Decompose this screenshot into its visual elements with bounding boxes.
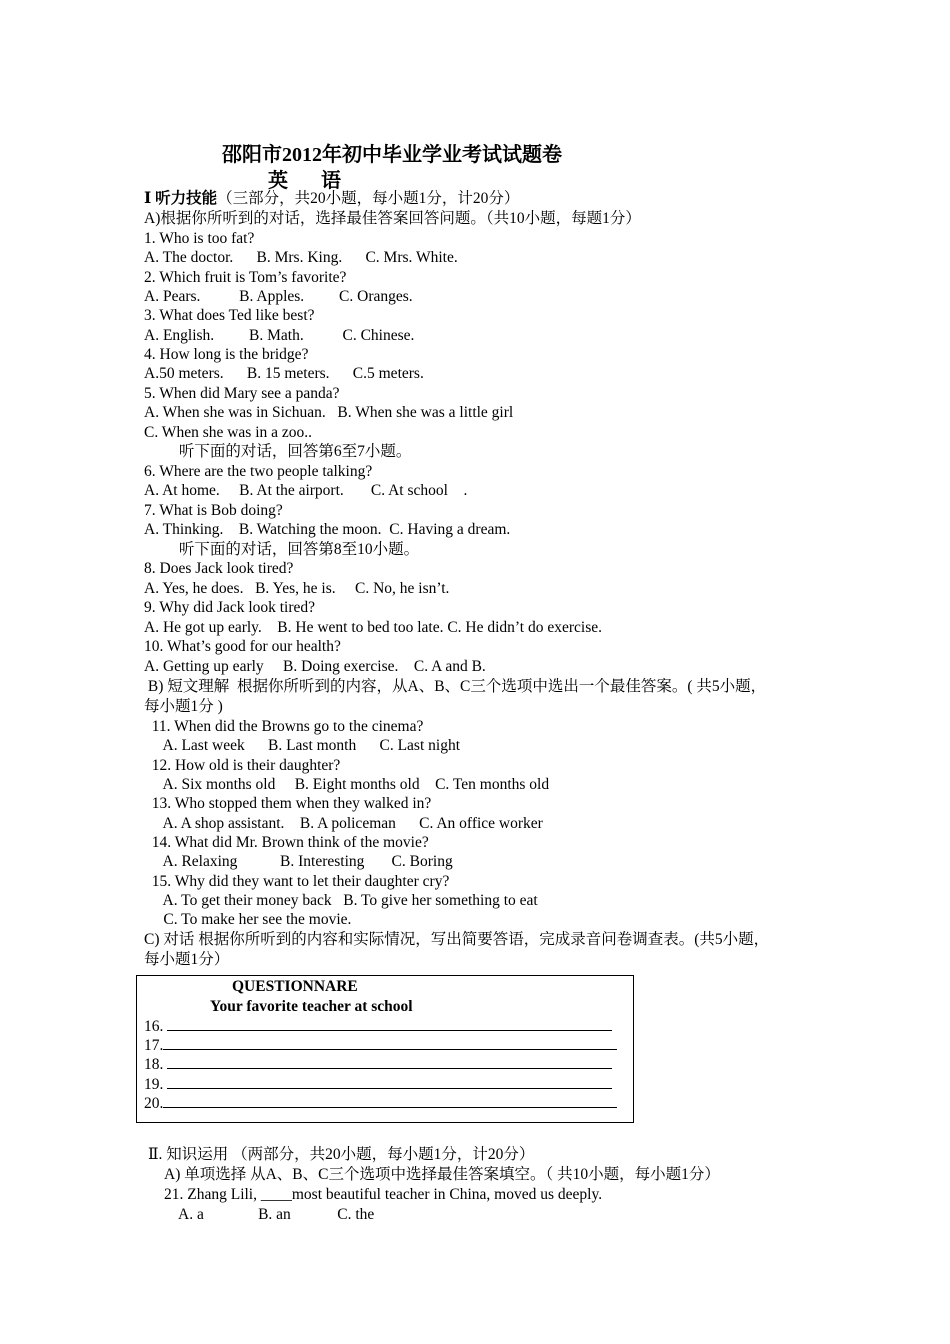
listening-line: A. Getting up early B. Doing exercise. C. A and B. xyxy=(144,658,486,675)
answer-blank[interactable] xyxy=(163,1093,617,1108)
listening-line: 听下面的对话，回答第8至10小题。 xyxy=(144,541,420,558)
listening-line: A. English. B. Math. C. Chinese. xyxy=(144,327,415,344)
part1-heading xyxy=(144,189,519,208)
listening-line: 3. What does Ted like best? xyxy=(144,307,315,324)
listening-line: A.50 meters. B. 15 meters. C.5 meters. xyxy=(144,365,424,382)
listening-line: A. He got up early. B. He went to bed too late. C. He didn’t do exercise. xyxy=(144,619,602,636)
answer-blank[interactable] xyxy=(167,1016,612,1031)
listening-line: 9. Why did Jack look tired? xyxy=(144,599,316,616)
question-21-options: A. a B. an C. the xyxy=(178,1206,375,1223)
listening-line: 10. What’s good for our health? xyxy=(144,638,341,655)
question-21: 21. Zhang Lili, ____most beautiful teacher in China, moved us deeply. xyxy=(164,1186,603,1203)
listening-line: 5. When did Mary see a panda? xyxy=(144,385,340,402)
passage-line: 15. Why did they want to let their daughter cry? xyxy=(144,873,450,890)
answer-number: 18. xyxy=(144,1056,168,1073)
passage-line: A. A shop assistant. B. A policeman C. An office worker xyxy=(144,815,543,832)
listening-line: 6. Where are the two people talking? xyxy=(144,463,373,480)
passage-line: 14. What did Mr. Brown think of the movie? xyxy=(144,834,429,851)
answer-blank[interactable] xyxy=(167,1074,612,1089)
passage-line: 12. How old is their daughter? xyxy=(144,757,341,774)
answer-blank[interactable] xyxy=(163,1035,617,1050)
answer-number: 20. xyxy=(144,1095,164,1112)
listening-line: A. Yes, he does. B. Yes, he is. C. No, he isn’t. xyxy=(144,580,450,597)
answer-line[interactable] xyxy=(144,1054,612,1074)
section-b-instruction: B) 短文理解 根据你所听到的内容，从A、B、C三个选项中选出一个最佳答案。( 共5小题， xyxy=(144,678,767,695)
passage-line: 13. Who stopped them when they walked in? xyxy=(144,795,432,812)
listening-line: A. The doctor. B. Mrs. King. C. Mrs. White. xyxy=(144,249,458,266)
answer-number: 17. xyxy=(144,1037,164,1054)
section-b-instruction-cont: 每小题1分 ) xyxy=(144,698,223,715)
answer-line[interactable] xyxy=(144,1074,612,1094)
listening-line: A. When she was in Sichuan. B. When she was a little girl xyxy=(144,404,514,421)
answer-line[interactable] xyxy=(144,1093,617,1113)
listening-line: 4. How long is the bridge? xyxy=(144,346,309,363)
part1-heading-bold: Ⅰ 听力技能 xyxy=(144,190,218,207)
listening-line: 7. What is Bob doing? xyxy=(144,502,283,519)
passage-line: C. To make her see the movie. xyxy=(144,911,352,928)
part1-heading-rest: （三部分，共20小题，每小题1分，计20分） xyxy=(217,190,520,207)
section-c-instruction-cont: 每小题1分） xyxy=(144,951,230,968)
answer-line[interactable] xyxy=(144,1016,612,1036)
answer-number: 19. xyxy=(144,1076,168,1093)
listening-line: A. Thinking. B. Watching the moon. C. Having a dream. xyxy=(144,521,511,538)
subject-title: 英 语 xyxy=(268,170,355,192)
answer-blank[interactable] xyxy=(167,1054,612,1069)
section-a-instruction: A)根据你所听到的对话，选择最佳答案回答问题。（共10小题，每题1分） xyxy=(144,210,641,227)
answer-number: 16. xyxy=(144,1018,168,1035)
part2-heading: Ⅱ. 知识运用 （两部分，共20小题，每小题1分，计20分） xyxy=(148,1146,535,1163)
exam-title: 邵阳市2012年初中毕业学业考试试题卷 xyxy=(222,144,562,166)
listening-line: 2. Which fruit is Tom’s favorite? xyxy=(144,269,347,286)
answer-line[interactable] xyxy=(144,1035,617,1055)
section-c-instruction: C) 对话 根据你所听到的内容和实际情况，写出简要答语，完成录音问卷调查表。(共5小题， xyxy=(144,931,770,948)
passage-line: A. Six months old B. Eight months old C. Ten months old xyxy=(144,776,550,793)
questionnaire-title: QUESTIONNARE xyxy=(232,978,358,995)
listening-line: 1. Who is too fat? xyxy=(144,230,255,247)
passage-line: A. Relaxing B. Interesting C. Boring xyxy=(144,853,453,870)
listening-line: A. Pears. B. Apples. C. Oranges. xyxy=(144,288,413,305)
listening-line: 8. Does Jack look tired? xyxy=(144,560,294,577)
passage-line: 11. When did the Browns go to the cinema? xyxy=(144,718,424,735)
questionnaire-subtitle: Your favorite teacher at school xyxy=(210,998,413,1015)
listening-line: 听下面的对话，回答第6至7小题。 xyxy=(144,443,412,460)
passage-line: A. To get their money back B. To give her something to eat xyxy=(144,892,538,909)
listening-line: C. When she was in a zoo.. xyxy=(144,424,313,441)
part2-section-a-instruction: A) 单项选择 从A、B、C三个选项中选择最佳答案填空。（ 共10小题，每小题1分） xyxy=(164,1166,720,1183)
passage-line: A. Last week B. Last month C. Last night xyxy=(144,737,461,754)
listening-line: A. At home. B. At the airport. C. At school . xyxy=(144,482,468,499)
